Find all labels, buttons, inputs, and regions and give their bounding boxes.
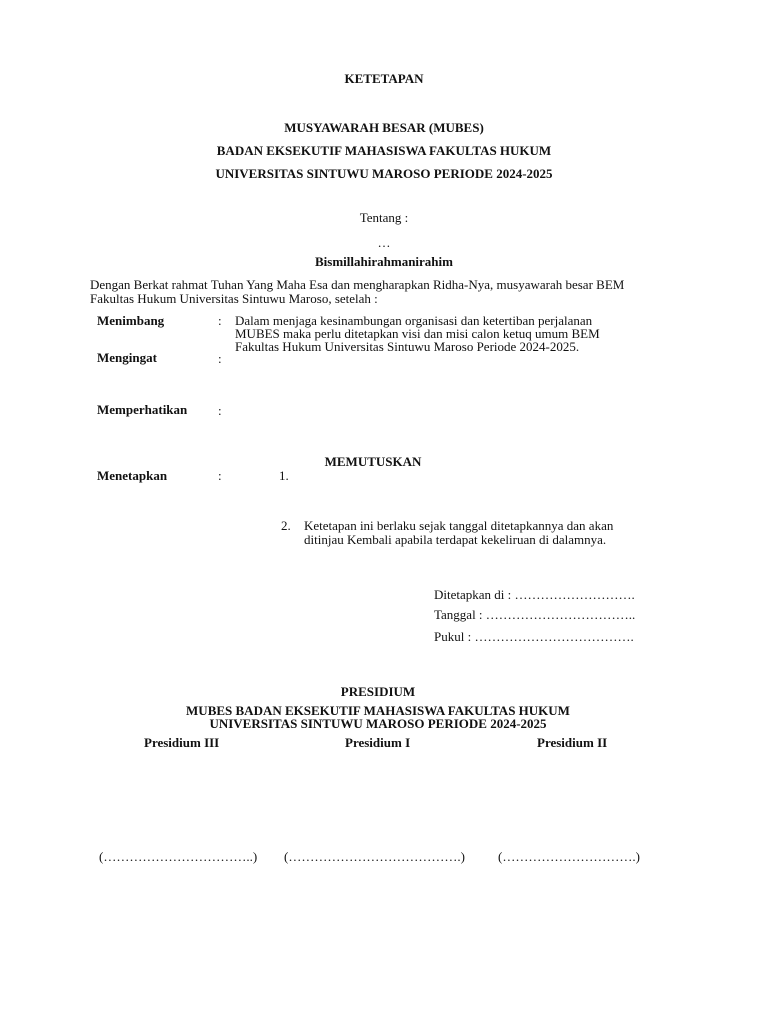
bismillah: Bismillahirahmanirahim [315, 254, 453, 269]
document-title: KETETAPAN [344, 71, 424, 86]
presidium-member: Presidium III [144, 735, 220, 750]
signature-line: (………………………………….) [284, 849, 465, 864]
opening-line-1: Dengan Berkat rahmat Tuhan Yang Maha Esa dan mengharapkan Ridha-Nya, musyawarah besar BEM [90, 277, 625, 292]
legal-basis-label: Mengingat [97, 350, 157, 365]
consideration-colon: : [218, 313, 222, 328]
decision-item-number: 2. [281, 518, 291, 533]
consideration-text-line: Fakultas Hukum Universitas Sintuwu Maroso Periode 2024-2025. [235, 339, 580, 354]
observation-colon: : [218, 403, 222, 418]
consideration-label: Menimbang [97, 313, 165, 328]
presidium-org-line: UNIVERSITAS SINTUWU MAROSO PERIODE 2024-2025 [209, 716, 547, 731]
decision-item-line: ditinjau Kembali apabila terdapat kekeliruan di dalamnya. [304, 532, 607, 547]
opening-line-2: Fakultas Hukum Universitas Sintuwu Maroso, setelah : [90, 291, 378, 306]
presidium-org-line: MUBES BADAN EKSEKUTIF MAHASISWA FAKULTAS HUKUM [186, 703, 570, 718]
enactment-place: Ditetapkan di : ………………………. [434, 587, 635, 602]
observation-label: Memperhatikan [97, 402, 188, 417]
presidium-member: Presidium II [537, 735, 608, 750]
organization-name: BADAN EKSEKUTIF MAHASISWA FAKULTAS HUKUM [216, 143, 552, 158]
consideration-text-line: Dalam menjaga kesinambungan organisasi dan ketertiban perjalanan [235, 313, 593, 328]
decision-item-line: Ketetapan ini berlaku sejak tanggal ditetapkannya dan akan [304, 518, 614, 533]
about-value: … [377, 235, 391, 250]
signature-line: (………………………….) [498, 849, 640, 864]
about-label: Tentang : [359, 210, 409, 225]
decision-heading: MEMUTUSKAN [324, 454, 422, 469]
enactment-date: Tanggal : …………………………….. [434, 607, 636, 622]
decision-label: Menetapkan [97, 468, 168, 483]
decision-item-number: 1. [279, 468, 289, 483]
presidium-member: Presidium I [345, 735, 411, 750]
legal-basis-colon: : [218, 351, 222, 366]
presidium-heading: PRESIDIUM [340, 684, 416, 699]
university-period: UNIVERSITAS SINTUWU MAROSO PERIODE 2024-2025 [215, 166, 553, 181]
consideration-text-line: MUBES maka perlu ditetapkan visi dan misi calon ketuq umum BEM [235, 326, 600, 341]
assembly-name: MUSYAWARAH BESAR (MUBES) [284, 120, 484, 135]
enactment-time: Pukul : ………………………………. [434, 629, 634, 644]
decision-colon: : [218, 468, 222, 483]
signature-line: (……………………………..) [99, 849, 258, 864]
